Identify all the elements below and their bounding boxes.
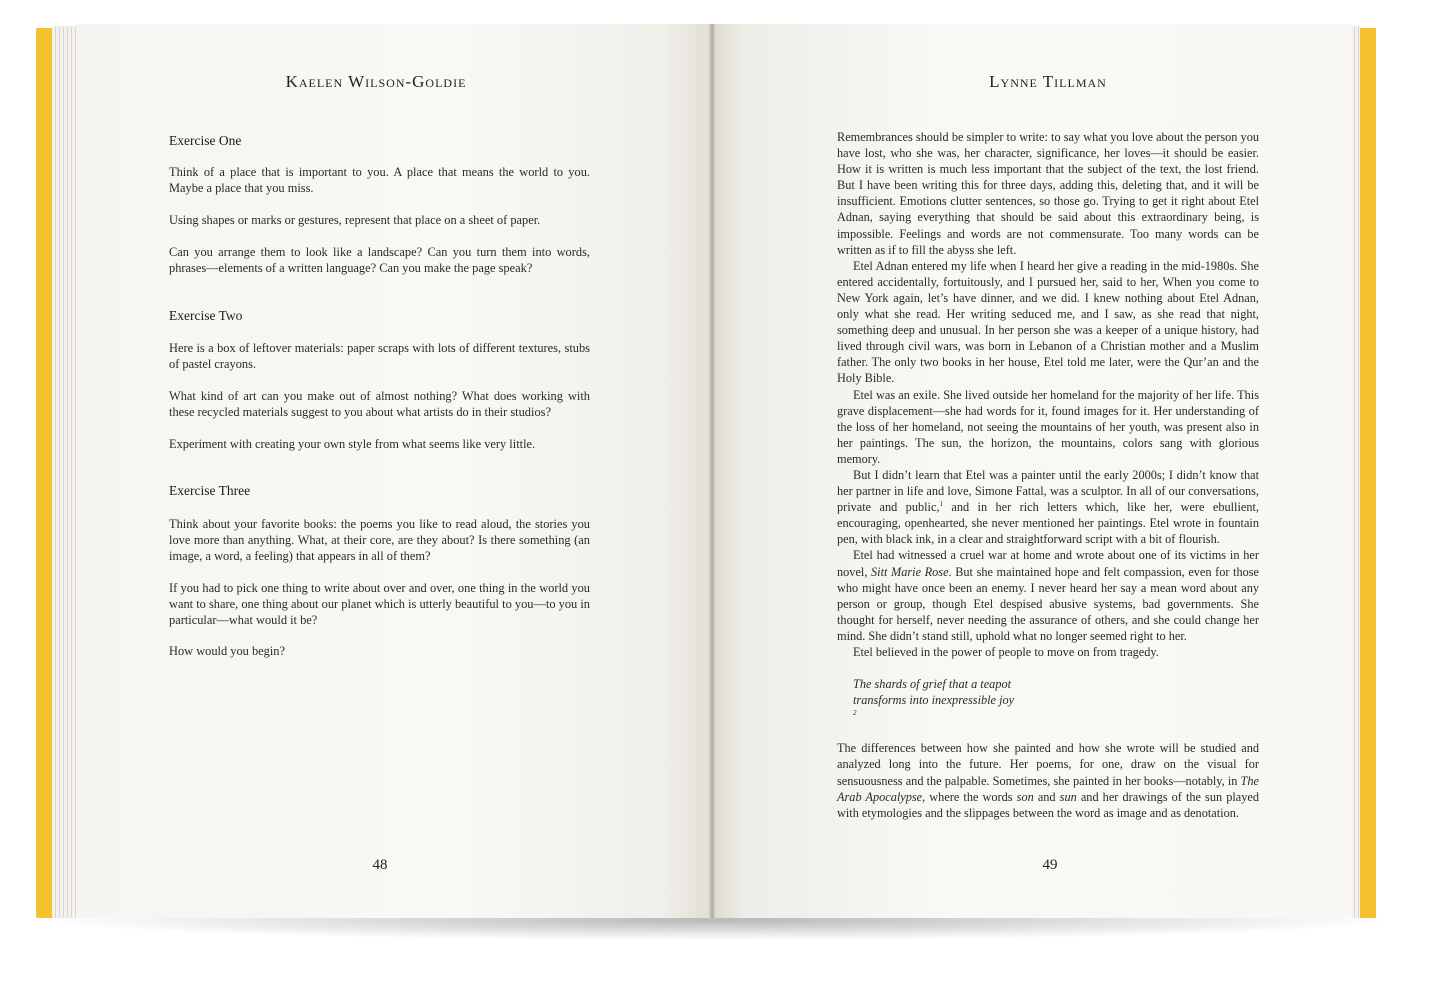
exercise-paragraph: Can you arrange them to look like a landscape? Can you turn them into words, phrases—elements of a written language? Can you make the page speak? xyxy=(169,245,590,275)
running-head-right: Lynne Tillman xyxy=(989,72,1107,91)
footnote-marker: 1 xyxy=(939,500,943,509)
essay-text: and xyxy=(1033,789,1060,804)
page-number-left: 48 xyxy=(372,857,388,873)
essay-text: The differences between how she painted and how she wrote will be studied and analyzed long into the future. Her poems, for one, draw on the visual for sensuousness and the palpable. Sometimes, she painted in her books—notably, in xyxy=(837,741,1259,788)
essay-paragraph: Etel believed in the power of people to move on from tragedy. xyxy=(853,645,1159,659)
essay-text-column xyxy=(837,129,1259,821)
essay-paragraph xyxy=(837,547,1259,644)
quote-line xyxy=(853,692,1259,724)
exercise-title: Exercise One xyxy=(169,133,242,148)
exercise-paragraph: Here is a box of leftover materials: paper scraps with lots of different textures, stubs of pastel crayons. xyxy=(169,341,590,371)
quote-line: The shards of grief that a teapot xyxy=(853,677,1012,692)
exercise-title: Exercise Two xyxy=(169,308,243,323)
left-page xyxy=(76,24,712,918)
page-number-right: 49 xyxy=(1042,857,1058,873)
exercise-paragraph: If you had to pick one thing to write about over and over, one thing in the world you want to share, one thing about our planet which is utterly beautiful to you—to you in particular—what would it be? xyxy=(169,581,590,627)
exercise-title: Exercise Three xyxy=(169,483,251,498)
exercise-paragraph: How would you begin? xyxy=(169,644,285,658)
essay-text: . But she maintained hope and felt compassion, even for those who might have once been an enemy. I never heard her say a mean word about any person or group, though Etel despised abusive systems, bad governments. She thought for herself, never needing the assurance of others, and she could change her mind. She didn’t stand still, uphold what no longer seemed right to her. xyxy=(837,564,1260,643)
essay-text: Etel had witnessed a cruel war at home and wrote about one of its victims in her novel, xyxy=(837,548,1259,579)
book-gutter xyxy=(709,24,715,918)
footnote-marker: 2 xyxy=(853,709,857,718)
essay-text: and in her rich letters which, like her, were ebullient, encouraging, openhearted, she never mentioned her paintings. Etel wrote in fountain pen, with black ink, in a clear and straightforward script with a bit of flourish. xyxy=(837,500,1259,547)
essay-text: , where the words xyxy=(922,789,1017,804)
book-title: The Arab Apocalypse xyxy=(837,773,1259,804)
emphasis-word: son xyxy=(1016,789,1034,804)
poem-quote xyxy=(853,676,1259,724)
essay-paragraph xyxy=(837,740,1259,820)
book-title: Sitt Marie Rose xyxy=(871,564,949,579)
essay-text: But I didn’t learn that Etel was a painter until the early 2000s; I didn’t know that her partner in life and love, Simone Fattal, was a sculptor. In all of our conversations, private and public, xyxy=(837,467,1259,515)
running-head-left: Kaelen Wilson-Goldie xyxy=(285,72,467,91)
exercise-paragraph: Experiment with creating your own style from what seems like very little. xyxy=(169,437,536,451)
emphasis-word: sun xyxy=(1059,789,1077,804)
essay-text: and her drawings of the sun played with etymologies and the slippages between the word as image and as denotation. xyxy=(837,789,1259,820)
essay-paragraph: Etel Adnan entered my life when I heard her give a reading in the mid-1980s. She entered accidentally, fortuitously, and I pursued her, said to her, When you come to New York again, let’s have dinner, and we did. I knew nothing about Etel Adnan, only what she read. Her writing seduced me, and I saw, as she read that night, something deep and unusual. In her person she was a keeper of a unique history, had lived through civil wars, was born in Lebanon of a Christian mother and a Muslim father. The only two books in her house, Etel told me later, were the Qur’an and the Holy Bible. xyxy=(837,258,1259,386)
exercise-paragraph: What kind of art can you make out of almost nothing? What does working with these recycled materials suggest to you about what artists do in their studios? xyxy=(169,389,590,419)
exercise-paragraph: Think about your favorite books: the poems you like to read aloud, the stories you love more than anything. What, at their core, are they about? Is there something (an image, a word, a feeling) that appears in all of them? xyxy=(169,517,590,563)
quote-text: transforms into inexpressible joy xyxy=(853,693,1015,708)
essay-paragraph: Remembrances should be simpler to write: to say what you love about the person you have lost, who she was, her character, significance, her loves—it should be easier. How it is written is much less important that the subject of the text, the lost friend. But I have been writing this for three days, adding this, deleting that, and it will be insufficient. Emotions clutter sentences, so those go. Trying to get it right about Etel Adnan, saying everything that should be said about this extraordinary being, is impossible. Feelings and words are not commensurate. Too many words can be written as if to fill the abyss she left. xyxy=(837,130,1259,257)
exercise-paragraph: Using shapes or marks or gestures, represent that place on a sheet of paper. xyxy=(169,213,541,227)
book-cover-right-edge xyxy=(1358,28,1376,918)
essay-paragraph: Etel was an exile. She lived outside her homeland for the majority of her life. This grave displacement—she had words for it, found images for it. Her understanding of the loss of her homeland, not seeing the mountains of her youth, was present also in her paintings. The sun, the horizon, the mountains, colors sang with glorious memory. xyxy=(837,387,1259,466)
essay-paragraph xyxy=(837,467,1259,547)
exercise-paragraph: Think of a place that is important to you. A place that means the world to you. Maybe a place that you miss. xyxy=(169,165,590,195)
